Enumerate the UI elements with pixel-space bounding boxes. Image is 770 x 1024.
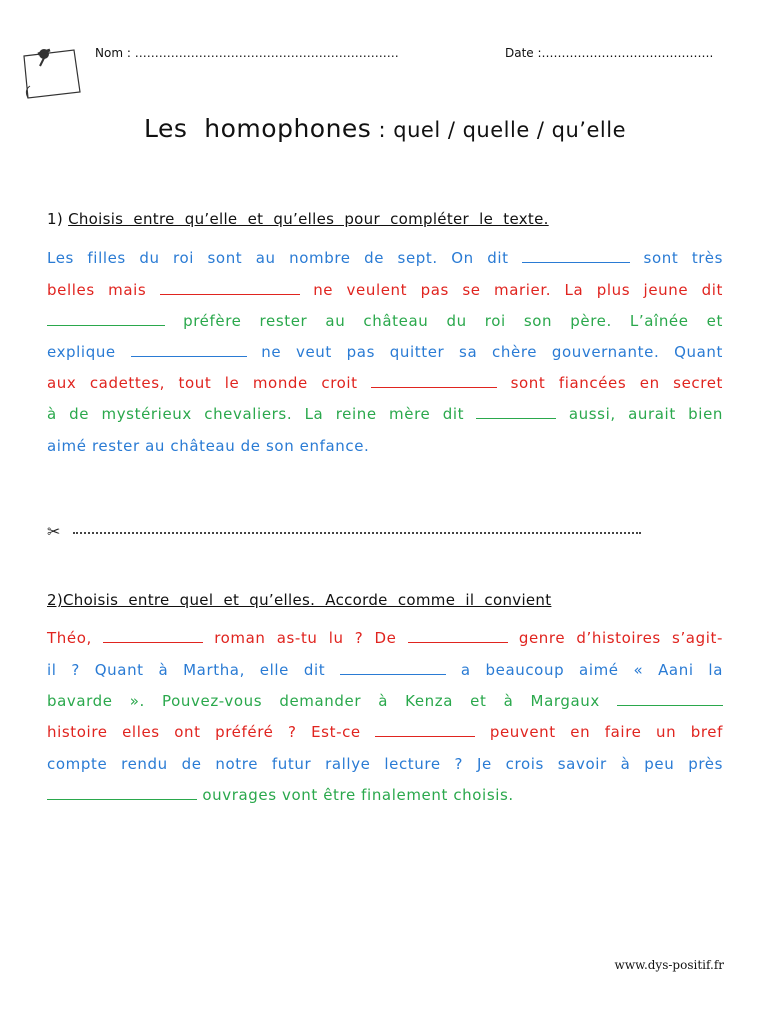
date-field — [505, 46, 713, 60]
name-field — [95, 46, 399, 60]
name-label: Nom : — [95, 46, 131, 60]
blank-input[interactable] — [160, 281, 300, 295]
footer-site: www.dys-positif.fr — [614, 958, 724, 972]
blank-input[interactable] — [47, 312, 165, 326]
title-rest: : quel / quelle / qu’elle — [371, 118, 626, 142]
blank-input[interactable] — [408, 629, 508, 643]
blank-input[interactable] — [47, 786, 197, 800]
blank-input[interactable] — [617, 692, 723, 706]
ex2-line-2: il ? Quant à Martha, elle dit a beaucoup aimé « Aani la — [47, 661, 723, 679]
blank-input[interactable] — [340, 661, 446, 675]
name-dots: ………………………………………………………… — [134, 46, 399, 60]
ex2-line-6: ouvrages vont être finalement choisis. — [47, 786, 723, 804]
title-main: Les homophones — [144, 114, 372, 143]
ex1-line-5: aux cadettes, tout le monde croit sont fiancées en secret — [47, 374, 723, 392]
ex2-line-4: histoire elles ont préféré ? Est-ce peuvent en faire un bref — [47, 723, 723, 741]
exercise1-number: 1) — [47, 210, 63, 228]
cut-line — [47, 522, 647, 542]
ex1-line-6: à de mystérieux chevaliers. La reine mère dit aussi, aurait bien — [47, 405, 724, 423]
ex1-line-4: explique ne veut pas quitter sa chère gouvernante. Quant — [47, 343, 723, 361]
logo — [14, 46, 86, 102]
ex1-line-3: préfère rester au château du roi son père. L’aînée et — [47, 312, 723, 330]
exercise2-number: 2) — [47, 591, 63, 609]
blank-input[interactable] — [522, 249, 630, 263]
ex1-line-2: belles mais ne veulent pas se marier. La plus jeune dit — [47, 281, 723, 299]
date-dots: ……………………………………. — [541, 46, 714, 60]
page-title — [0, 114, 770, 143]
ex2-line-1: Théo, roman as-tu lu ? De genre d’histoires s’agit- — [47, 629, 723, 647]
blank-input[interactable] — [375, 723, 475, 737]
ex2-line-5: compte rendu de notre futur rallye lecture ? Je crois savoir à peu près — [47, 755, 723, 773]
blank-input[interactable] — [371, 374, 497, 388]
ex1-line-1: Les filles du roi sont au nombre de sept. On dit sont très — [47, 249, 723, 267]
logo-image — [14, 46, 86, 102]
exercise2-text: Choisis entre quel et qu’elles. Accorde comme il convient — [63, 591, 552, 609]
ex2-line-3: bavarde ». Pouvez-vous demander à Kenza et à Margaux — [47, 692, 723, 710]
ex1-line-7: aimé rester au château de son enfance. — [47, 437, 370, 455]
exercise2-instruction — [47, 591, 551, 609]
exercise1-text: Choisis entre qu’elle et qu’elles pour compléter le texte. — [68, 210, 549, 228]
date-label: Date : — [505, 46, 542, 60]
dotted-separator — [73, 532, 641, 534]
exercise1-instruction — [47, 210, 549, 228]
blank-input[interactable] — [476, 405, 556, 419]
scissors-icon: ✂ — [47, 522, 61, 541]
blank-input[interactable] — [131, 343, 247, 357]
blank-input[interactable] — [103, 629, 203, 643]
